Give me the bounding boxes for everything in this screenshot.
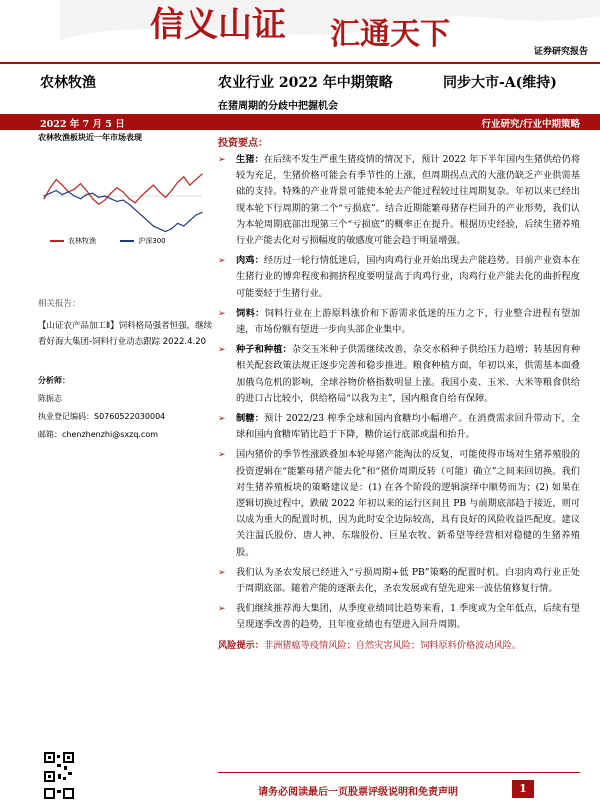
paragraph-text: 预计 2022/23 榨季全球和国内食糖均小幅增产。在消费需求回升带动下，全球和国内食糖库销比趋于下降，糖价运行底部或温和抬升。 xyxy=(236,413,580,441)
chart-point-1-17 xyxy=(147,220,148,221)
arrow-bullet-icon: ➢ xyxy=(218,414,226,425)
legend-swatch-sector xyxy=(50,240,64,242)
qr-code-icon xyxy=(44,752,74,782)
chart-point-1-9 xyxy=(98,197,99,198)
paragraph-lead: 肉鸡： xyxy=(236,255,264,267)
analyst-license: 执业登记编码：S0760522030004 xyxy=(38,412,166,421)
chart-point-1-10 xyxy=(104,195,105,196)
chart-point-0-1 xyxy=(49,187,50,188)
related-report-link[interactable]: 【山证农产品加工Ⅱ】饲料格局强者恒强，继续看好海大集团-饲料行业动态跟踪 2022.4.20 xyxy=(38,321,213,347)
analyst-label: 分析师： xyxy=(38,376,70,385)
chart-point-0-18 xyxy=(153,184,154,185)
chart-point-0-7 xyxy=(86,190,87,191)
chart-legend xyxy=(50,236,220,246)
chart-point-0-8 xyxy=(92,198,93,199)
sector-label: 农林牧渔 xyxy=(40,75,96,91)
related-reports-label: 相关报告： xyxy=(38,299,81,309)
report-date: 2022 年 7 月 5 日 xyxy=(40,119,125,130)
chart-point-0-10 xyxy=(104,200,105,201)
chart-point-1-21 xyxy=(171,228,172,229)
chart-point-0-14 xyxy=(128,198,129,199)
chart-point-1-5 xyxy=(74,195,75,196)
chart-point-0-0 xyxy=(43,198,44,199)
chart-point-0-11 xyxy=(110,193,111,194)
legend-label-sector: 农林牧渔 xyxy=(68,237,96,245)
chart-point-1-6 xyxy=(80,198,81,199)
chart-point-1-4 xyxy=(68,191,69,192)
arrow-bullet-icon: ➢ xyxy=(218,450,226,461)
chart-point-1-3 xyxy=(62,194,63,195)
highlight-paragraph xyxy=(218,342,580,407)
legend-swatch-index xyxy=(120,240,134,242)
arrow-bullet-icon: ➢ xyxy=(218,256,226,267)
title-row xyxy=(0,62,600,92)
chart-title: 农林牧渔板块近一年市场表现 xyxy=(38,132,142,142)
analyst-block xyxy=(38,372,214,444)
chart-point-1-7 xyxy=(86,194,87,195)
risk-label: 风险提示： xyxy=(218,639,264,651)
page-number: 1 xyxy=(512,780,534,798)
paragraph-lead: 饲料： xyxy=(236,307,265,319)
chart-point-0-25 xyxy=(195,179,196,180)
report-title: 农业行业 2022 年中期策略 xyxy=(218,75,393,91)
chart-point-0-17 xyxy=(147,190,148,191)
left-column xyxy=(38,132,210,257)
paragraph-lead: 种子和种植： xyxy=(236,344,292,356)
qr-code-partial-icon xyxy=(44,788,74,800)
highlight-paragraph xyxy=(218,565,580,597)
brand-right-logo: 汇通天下 xyxy=(330,17,450,52)
highlight-paragraph xyxy=(218,601,580,633)
investment-highlights-heading: 投资要点： xyxy=(218,138,268,149)
disclaimer-text: 请务必阅读最后一页股票评级说明和免责声明 xyxy=(258,787,458,798)
chart-point-0-13 xyxy=(122,191,123,192)
chart-point-1-11 xyxy=(110,198,111,199)
chart-point-1-1 xyxy=(49,193,50,194)
chart-point-0-16 xyxy=(141,195,142,196)
paragraph-text: 我们认为圣农发展已经进入“亏损周期+低 PB”策略的配置时机。白羽肉鸡行业正处于周期底部。随着产能的逐渐去化，圣农发展或有望先迎来一波估值修复行情。 xyxy=(236,566,580,595)
highlight-paragraph xyxy=(218,306,580,338)
chart-point-0-26 xyxy=(201,174,202,175)
report-subtitle: 在猪周期的分歧中把握机会 xyxy=(218,101,338,112)
chart-point-0-20 xyxy=(165,197,166,198)
chart-point-1-26 xyxy=(201,212,202,213)
chart-point-0-15 xyxy=(135,202,136,203)
rating-label: 同步大市-A(维持) xyxy=(443,75,557,91)
chart-point-1-8 xyxy=(92,193,93,194)
highlight-paragraph xyxy=(218,447,580,560)
footer-divider xyxy=(218,772,580,773)
arrow-bullet-icon: ➢ xyxy=(218,567,226,578)
highlight-paragraph xyxy=(218,411,580,443)
chart-point-1-25 xyxy=(195,215,196,216)
paragraph-text: 国内猪价的季节性涨跌叠加本轮母猪产能淘汰的反复，可能使得市场对生猪养殖股的投资逻辑在“能繁母猪产能去化”和“猪价周期反转（可能）确立”之间来回切换。我们对生猪养殖板块的策略建议是：(1) 在各个阶段的逻辑演绎中顺势而为；(2) 如果在逻辑切换过程中，跌破 2022 年初以来的运行区间且 PB 与前期底部趋于接近，则可以成为重大的配置时机，因为此时安全边际较高，具有良好的风险收益匹配度。建议关注温氏股份、唐人神、东瑞股份、巨星农牧、新希望等经营相对稳健的生猪养殖股。 xyxy=(236,449,580,558)
chart-point-0-19 xyxy=(159,191,160,192)
paragraph-text: 在后续不发生严重生猪疫情的情况下，预计 2022 年下半年国内生猪供给仍将较为充足，生猪价格可能会有季节性的上涨，但周期拐点式的大涨仍缺乏产业供需基础的支持。特殊的产业背景可能使本轮去产能过程较过往周期复杂。年初以来已经出现本轮下行周期的第二个“亏损底”。结合近期能繁母猪存栏回升的产业形势，我们认为本轮周期底部出现第三个“亏损底”的概率正在提升。根据历史经验，后续生猪养殖行业产能去化对亏损幅度的敏感度可能会趋于明显增强。 xyxy=(236,154,581,247)
chart-point-0-24 xyxy=(189,184,190,185)
chart-point-1-14 xyxy=(128,204,129,205)
chart-point-0-9 xyxy=(98,204,99,205)
date-bar xyxy=(0,114,600,130)
chart-point-1-2 xyxy=(56,190,57,191)
header-banner xyxy=(0,0,600,62)
report-type-tag: 证券研究报告 xyxy=(533,47,588,57)
arrow-bullet-icon: ➢ xyxy=(218,308,226,319)
chart-point-1-24 xyxy=(189,220,190,221)
brand-left-logo: 信义山证 xyxy=(150,5,286,45)
highlight-paragraph xyxy=(218,152,580,249)
chart-point-1-15 xyxy=(135,209,136,210)
report-category: 行业研究/行业中期策略 xyxy=(481,119,580,130)
chart-point-0-12 xyxy=(116,187,117,188)
paragraph-lead: 制糖： xyxy=(236,413,265,425)
analyst-name: 陈振志 xyxy=(38,394,62,403)
chart-point-0-6 xyxy=(80,183,81,184)
chart-point-0-5 xyxy=(74,189,75,190)
chart-point-1-0 xyxy=(43,195,44,196)
chart-point-1-19 xyxy=(159,228,160,229)
legend-item-sector xyxy=(50,236,96,246)
paragraph-text: 杂交玉米种子供需继续改善，杂交水稻种子供给压力趋增；转基因育种相关配套政策法规正逐步完善和稳步推进。粮食种植方面，年初以来，供需基本面叠加俄乌危机的影响，全球谷物价格指数明显上涨。我国小麦、玉米、大米等粮食供给的进口占比较小，供给格局“以我为主”，国内粮食自给有保障。 xyxy=(236,344,581,404)
chart-point-0-3 xyxy=(62,184,63,185)
paragraph-text: 我们继续推荐海大集团，从季度业绩同比趋势来看，1 季度或为全年低点，后续有望呈现逐季改善的趋势，且年度业绩也有望进入回升周期。 xyxy=(236,603,580,631)
chart-point-1-16 xyxy=(141,215,142,216)
paragraph-text: 饲料行业在上游原料涨价和下游需求低迷的压力之下，行业整合进程有望加速，市场份额有望进一步向头部企业集中。 xyxy=(236,307,581,336)
arrow-bullet-icon: ➢ xyxy=(218,155,226,165)
highlights-list xyxy=(218,152,580,634)
legend-label-index: 沪深300 xyxy=(138,237,166,245)
legend-item-index xyxy=(120,236,165,246)
right-column xyxy=(218,134,580,654)
chart-point-1-20 xyxy=(165,231,166,232)
chart-point-0-22 xyxy=(177,182,178,183)
chart-point-1-13 xyxy=(122,200,123,201)
chart-point-0-23 xyxy=(183,176,184,177)
chart-point-0-2 xyxy=(56,179,57,180)
paragraph-text: 经历过一轮行情低迷后，国内肉鸡行业开始出现去产能趋势。目前产业资本在生猪行业的博弈程度和拥挤程度要明显高于肉鸡行业，肉鸡行业产能去化的曲折程度可能要轻于生猪行业。 xyxy=(236,255,581,299)
analyst-email[interactable]: 邮箱：chenzhenzhi@sxzq.com xyxy=(38,430,159,439)
arrow-bullet-icon: ➢ xyxy=(218,604,226,615)
chart-point-1-23 xyxy=(183,225,184,226)
arrow-bullet-icon: ➢ xyxy=(218,345,226,356)
chart-point-0-21 xyxy=(171,190,172,191)
chart-point-1-12 xyxy=(116,201,117,202)
chart-point-1-22 xyxy=(177,223,178,224)
highlight-paragraph xyxy=(218,253,580,302)
risk-text: 非洲猪瘟等疫情风险；自然灾害风险；饲料原料价格波动风险。 xyxy=(263,639,522,651)
chart-point-1-18 xyxy=(153,225,154,226)
paragraph-lead: 生猪： xyxy=(236,154,264,165)
risk-warning xyxy=(218,638,580,654)
chart-series-line-1 xyxy=(44,191,202,232)
